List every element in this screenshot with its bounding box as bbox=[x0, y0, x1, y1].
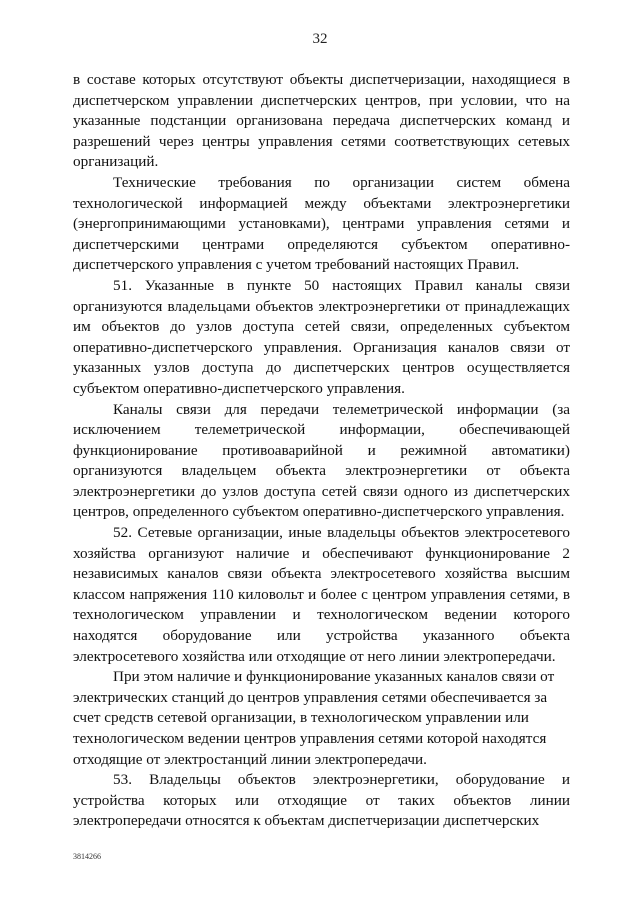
paragraph-channel-funding: При этом наличие и функционирование указанных каналов связи от электрических станций до центров управления сетями обеспечивается за счет средств сетевой организации, в технологическом управлении или технологическом ведении центров управления сетями которой находятся отходящие от электростанций линии электропередачи. bbox=[73, 668, 555, 768]
document-code: 3814266 bbox=[73, 852, 101, 861]
paragraph-technical-requirements: Технические требования по организации систем обмена технологической информацией между объектами электроэнергетики (энергопринимающими установками), центрами управления сетями и диспетчерскими центрами определяются субъектом оперативно-диспетчерского управления с учетом требований настоящих Правил. bbox=[73, 173, 570, 274]
paragraph-clause-52: 52. Сетевые организации, иные владельцы объектов электросетевого хозяйства организуют наличие и обеспечивают функционирование 2 независимых каналов связи объекта электросетевого хозяйства высшим классом напряжения 110 киловольт и более с центром управления сетями, в технологическом управлении и технологическом ведении которого находятся оборудование или устройства указанного объекта электросетевого хозяйства или отходящие от него линии электропередачи. bbox=[73, 524, 570, 665]
paragraph-telemetry-channels: Каналы связи для передачи телеметрической информации (за исключением телеметрической информации, обеспечивающей функционирование противоаварийной и режимной автоматики) организуются владельцем объекта электроэнергетики от объекта электроэнергетики до узлов доступа сетей связи одного из диспетчерских центров, определенного субъектом оперативно-диспетчерского управления. bbox=[73, 400, 570, 521]
paragraph-clause-53: 53. Владельцы объектов электроэнергетики, оборудование и устройства которых или отходящие от таких объектов линии электропередачи относятся к объектам диспетчеризации диспетчерских bbox=[73, 771, 570, 830]
paragraph-clause-51: 51. Указанные в пункте 50 настоящих Правил каналы связи организуются владельцами объектов электроэнергетики от принадлежащих им объектов до узлов доступа сетей связи, определенных субъектом оперативно-диспетчерского управления. Организация каналов связи от указанных узлов доступа до диспетчерских центров осуществляется субъектом оперативно-диспетчерского управления. bbox=[73, 276, 570, 397]
document-body bbox=[73, 70, 570, 832]
paragraph-continuation: в составе которых отсутствуют объекты диспетчеризации, находящиеся в диспетчерском управлении диспетчерских центров, при условии, что на указанные подстанции организована передача диспетчерских команд и разрешений через центры управления сетями соответствующих сетевых организаций. bbox=[73, 71, 570, 171]
page-number: 32 bbox=[312, 31, 328, 47]
